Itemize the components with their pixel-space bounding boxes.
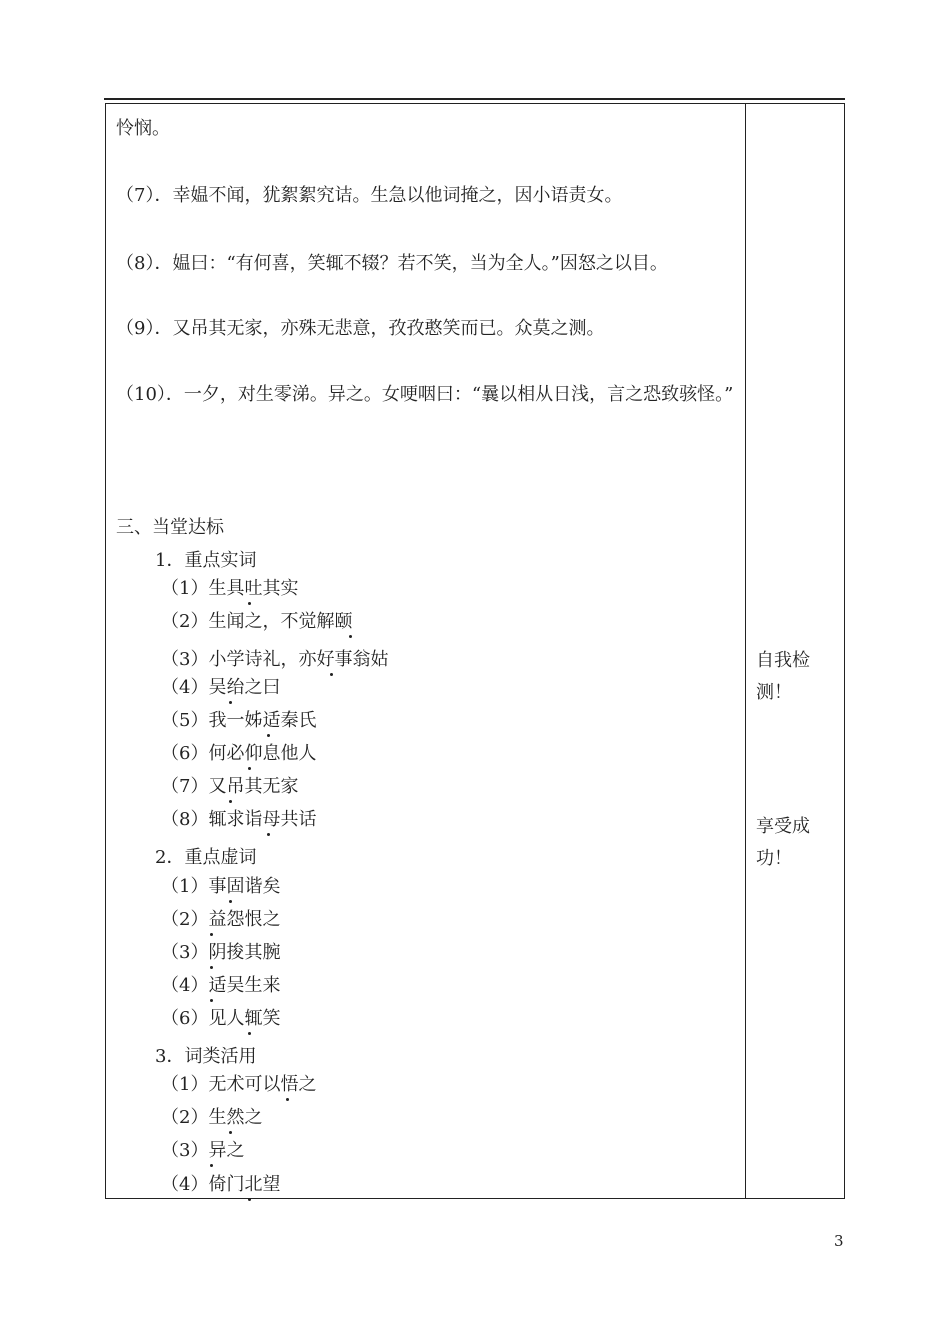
page-number: 3 xyxy=(834,1232,844,1250)
list-item: （3）异之 xyxy=(161,1140,245,1161)
subsection-title: 2．重点虚词 xyxy=(155,847,257,868)
text-line: （9）．又吊其无家，亦殊无悲意，孜孜憨笑而已。众莫之测。 xyxy=(116,318,605,339)
emphasis-dot xyxy=(286,1098,289,1101)
emphasis-dot xyxy=(229,800,232,803)
list-item: （2）益怨恨之 xyxy=(161,909,281,930)
emphasis-dot xyxy=(349,635,352,638)
header-rule xyxy=(104,98,845,100)
list-item: （5）我一姊适秦氏 xyxy=(161,710,317,731)
subsection-title: 1．重点实词 xyxy=(155,550,257,571)
list-item: （4）倚门北望 xyxy=(161,1174,281,1195)
list-item: （1）事固谐矣 xyxy=(161,876,281,897)
list-item: （6）何必仰息他人 xyxy=(161,743,317,764)
text-paragraph: （10）．一夕，对生零涕。异之。女哽咽曰：“曩以相从日浅，言之恐致骇怪。” xyxy=(116,384,734,405)
emphasis-dot xyxy=(210,933,213,936)
subsection-title: 3．词类活用 xyxy=(155,1046,257,1067)
list-item: （7）又吊其无家 xyxy=(161,776,299,797)
emphasis-dot xyxy=(248,1198,251,1201)
emphasis-dot xyxy=(330,673,333,676)
text-line: 怜悯。 xyxy=(116,118,170,139)
list-item: （2）生闻之，不觉解颐 xyxy=(161,611,353,632)
list-item: （4）适吴生来 xyxy=(161,975,281,996)
list-item: （1）生具吐其实 xyxy=(161,578,299,599)
text-line: （8）．媪曰：“有何喜，笑辄不辍？若不笑，当为全人。”因怒之以目。 xyxy=(116,253,668,274)
emphasis-dot xyxy=(229,900,232,903)
text-line: （7）．幸媪不闻，犹絮絮究诘。生急以他词掩之，因小语责女。 xyxy=(116,185,623,206)
column-divider xyxy=(745,103,746,1199)
emphasis-dot xyxy=(248,602,251,605)
emphasis-dot xyxy=(248,767,251,770)
emphasis-dot xyxy=(210,966,213,969)
side-note: 自我检测！ xyxy=(756,650,810,703)
side-note: 享受成功！ xyxy=(756,816,810,869)
list-item: （3）阴捘其腕 xyxy=(161,942,281,963)
list-item: （1）无术可以悟之 xyxy=(161,1074,317,1095)
list-item: （8）辄求诣母共话 xyxy=(161,809,317,830)
emphasis-dot xyxy=(229,701,232,704)
emphasis-dot xyxy=(267,833,270,836)
emphasis-dot xyxy=(229,1131,232,1134)
emphasis-dot xyxy=(267,734,270,737)
list-item: （2）生然之 xyxy=(161,1107,263,1128)
section-title: 三、当堂达标 xyxy=(116,517,224,538)
list-item: （4）吴绐之曰 xyxy=(161,677,281,698)
emphasis-dot xyxy=(210,999,213,1002)
emphasis-dot xyxy=(210,1164,213,1167)
emphasis-dot xyxy=(248,1032,251,1035)
list-item: （6）见人辄笑 xyxy=(161,1008,281,1029)
list-item: （3）小学诗礼，亦好事翁姑 xyxy=(161,649,389,670)
